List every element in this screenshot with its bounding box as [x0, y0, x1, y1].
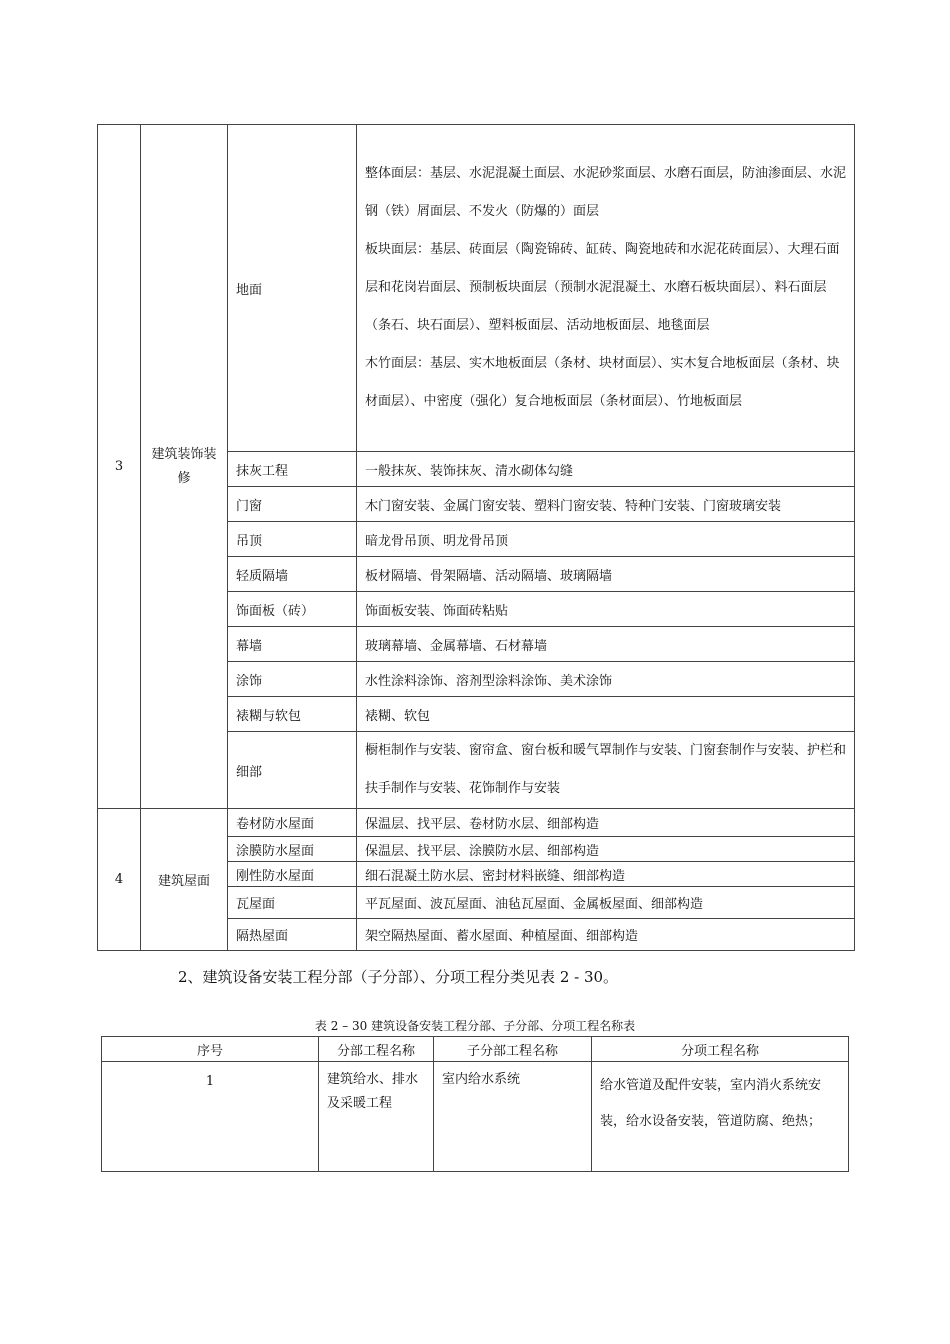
subdivision-name: 室内给水系统 — [434, 1062, 592, 1172]
item-list: 保温层、找平层、涂膜防水层、细部构造 — [357, 837, 855, 862]
table-row — [98, 809, 855, 837]
item-list: 玻璃幕墙、金属幕墙、石材幕墙 — [357, 627, 855, 662]
subdivision-name: 抹灰工程 — [228, 452, 357, 487]
item-list: 板材隔墙、骨架隔墙、活动隔墙、玻璃隔墙 — [357, 557, 855, 592]
division-name: 建筑装饰装修 — [141, 125, 228, 809]
subdivision-name: 卷材防水屋面 — [228, 809, 357, 837]
classification-table-part2 — [101, 1036, 849, 1172]
subdivision-name: 隔热屋面 — [228, 919, 357, 951]
item-list: 细石混凝土防水层、密封材料嵌缝、细部构造 — [357, 862, 855, 887]
serial-number: 4 — [98, 809, 141, 951]
item-list: 裱糊、软包 — [357, 697, 855, 732]
subdivision-name: 涂膜防水屋面 — [228, 837, 357, 862]
column-header: 分部工程名称 — [319, 1037, 434, 1062]
subdivision-name: 地面 — [228, 125, 357, 452]
item-list: 水性涂料涂饰、溶剂型涂料涂饰、美术涂饰 — [357, 662, 855, 697]
table-row — [98, 125, 855, 452]
item-list — [357, 125, 855, 452]
table-caption: 表 2 – 30 建筑设备安装工程分部、子分部、分项工程名称表 — [314, 1019, 636, 1033]
table-header-row — [102, 1037, 849, 1062]
item-list: 架空隔热屋面、蓄水屋面、种植屋面、细部构造 — [357, 919, 855, 951]
item-paragraph: 整体面层：基层、水泥混凝土面层、水泥砂浆面层、水磨石面层，防油渗面层、水泥钢（铁）屑面层、不发火（防爆的）面层 — [365, 166, 847, 219]
subdivision-name: 细部 — [228, 732, 357, 809]
item-list: 橱柜制作与安装、窗帘盒、窗台板和暖气罩制作与安装、门窗套制作与安装、护栏和扶手制作与安装、花饰制作与安装 — [357, 732, 855, 809]
subdivision-name: 门窗 — [228, 487, 357, 522]
item-list: 给水管道及配件安装，室内消火系统安装，给水设备安装，管道防腐、绝热； — [592, 1062, 849, 1172]
item-list: 饰面板安装、饰面砖粘贴 — [357, 592, 855, 627]
subdivision-name: 瓦屋面 — [228, 887, 357, 919]
subdivision-name: 刚性防水屋面 — [228, 862, 357, 887]
item-list: 一般抹灰、装饰抹灰、清水砌体勾缝 — [357, 452, 855, 487]
classification-table-part1 — [97, 124, 855, 951]
body-paragraph: 2、建筑设备安装工程分部（子分部）、分项工程分类见表 2 - 30。 — [178, 968, 619, 986]
item-list: 保温层、找平层、卷材防水层、细部构造 — [357, 809, 855, 837]
column-header: 分项工程名称 — [592, 1037, 849, 1062]
item-list: 暗龙骨吊顶、明龙骨吊顶 — [357, 522, 855, 557]
item-list: 木门窗安装、金属门窗安装、塑料门窗安装、特种门安装、门窗玻璃安装 — [357, 487, 855, 522]
subdivision-name: 幕墙 — [228, 627, 357, 662]
subdivision-name: 饰面板（砖） — [228, 592, 357, 627]
table-row — [102, 1062, 849, 1172]
column-header: 子分部工程名称 — [434, 1037, 592, 1062]
division-name: 建筑屋面 — [141, 809, 228, 951]
item-paragraph: 板块面层：基层、砖面层（陶瓷锦砖、缸砖、陶瓷地砖和水泥花砖面层）、大理石面层和花岗岩面层、预制板块面层（预制水泥混凝土、水磨石板块面层）、料石面层（条石、块石面层）、塑料板面层、活动地板面层、地毯面层 — [365, 242, 840, 333]
division-name: 建筑给水、排水及采暖工程 — [319, 1062, 434, 1172]
subdivision-name: 轻质隔墙 — [228, 557, 357, 592]
subdivision-name: 涂饰 — [228, 662, 357, 697]
subdivision-name: 裱糊与软包 — [228, 697, 357, 732]
item-paragraph: 木竹面层：基层、实木地板面层（条材、块材面层）、实木复合地板面层（条材、块材面层）、中密度（强化）复合地板面层（条材面层）、竹地板面层 — [365, 356, 840, 409]
column-header: 序号 — [102, 1037, 319, 1062]
subdivision-name: 吊顶 — [228, 522, 357, 557]
serial-number: 1 — [102, 1062, 319, 1172]
item-list: 平瓦屋面、波瓦屋面、油毡瓦屋面、金属板屋面、细部构造 — [357, 887, 855, 919]
serial-number: 3 — [98, 125, 141, 809]
